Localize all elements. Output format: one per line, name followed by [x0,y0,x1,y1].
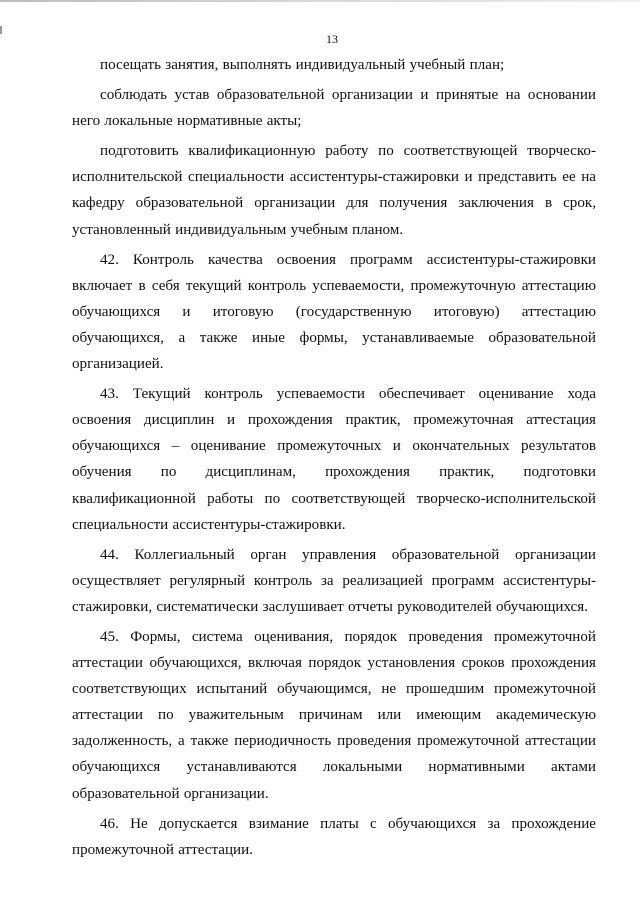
paragraph-duty-qualification-work: подготовить квалификационную работу по соответствующей творческо-исполнительской специальности ассистентуры-стажировки и представить ее на кафедру образовательной организации для получения заключения в срок, установленный индивидуальным учебным планом. [72,143,596,238]
paragraph-42: 42. Контроль качества освоения программ ассистентуры-стажировки включает в себя текущий контроль успеваемости, промежуточную аттестацию обучающихся и итоговую (государственную итоговую) аттестацию обучающихся, а также иные формы, устанавливаемые образовательной организацией. [72,251,596,373]
paragraph-duty-attend: посещать занятия, выполнять индивидуальный учебный план; [100,57,505,73]
document-body [72,52,596,867]
page-number: 13 [326,32,338,46]
paragraph-duty-charter: соблюдать устав образовательной организации и принятые на основании него локальные нормативные акты; [72,87,596,130]
scan-top-edge [0,0,640,2]
paragraph-44: 44. Коллегиальный орган управления образовательной организации осуществляет регулярный контроль за реализацией программ ассистентуры-стажировки, систематически заслушивает отчеты руководителей обучающихся. [72,546,596,615]
paragraph-45: 45. Формы, система оценивания, порядок проведения промежуточной аттестации обучающихся, включая порядок установления сроков прохождения соответствующих испытаний обучающимся, не прошедшим промежуточной аттестации по уважительным причинам или имеющим академическую задолженность, а также периодичность проведения промежуточной аттестации обучающихся устанавливаются локальными нормативными актами образовательной организации. [72,628,596,802]
paragraph-46: 46. Не допускается взимание платы с обучающихся за прохождение промежуточной аттестации. [72,815,596,858]
paragraph-43: 43. Текущий контроль успеваемости обеспечивает оценивание хода освоения дисциплин и прохождения практик, промежуточная аттестация обучающихся – оценивание промежуточных и окончательных результатов обучения по дисциплинам, прохождения практик, подготовки квалификационной работы по соответствующей творческо-исполнительской специальности ассистентуры-стажировки. [72,386,596,533]
